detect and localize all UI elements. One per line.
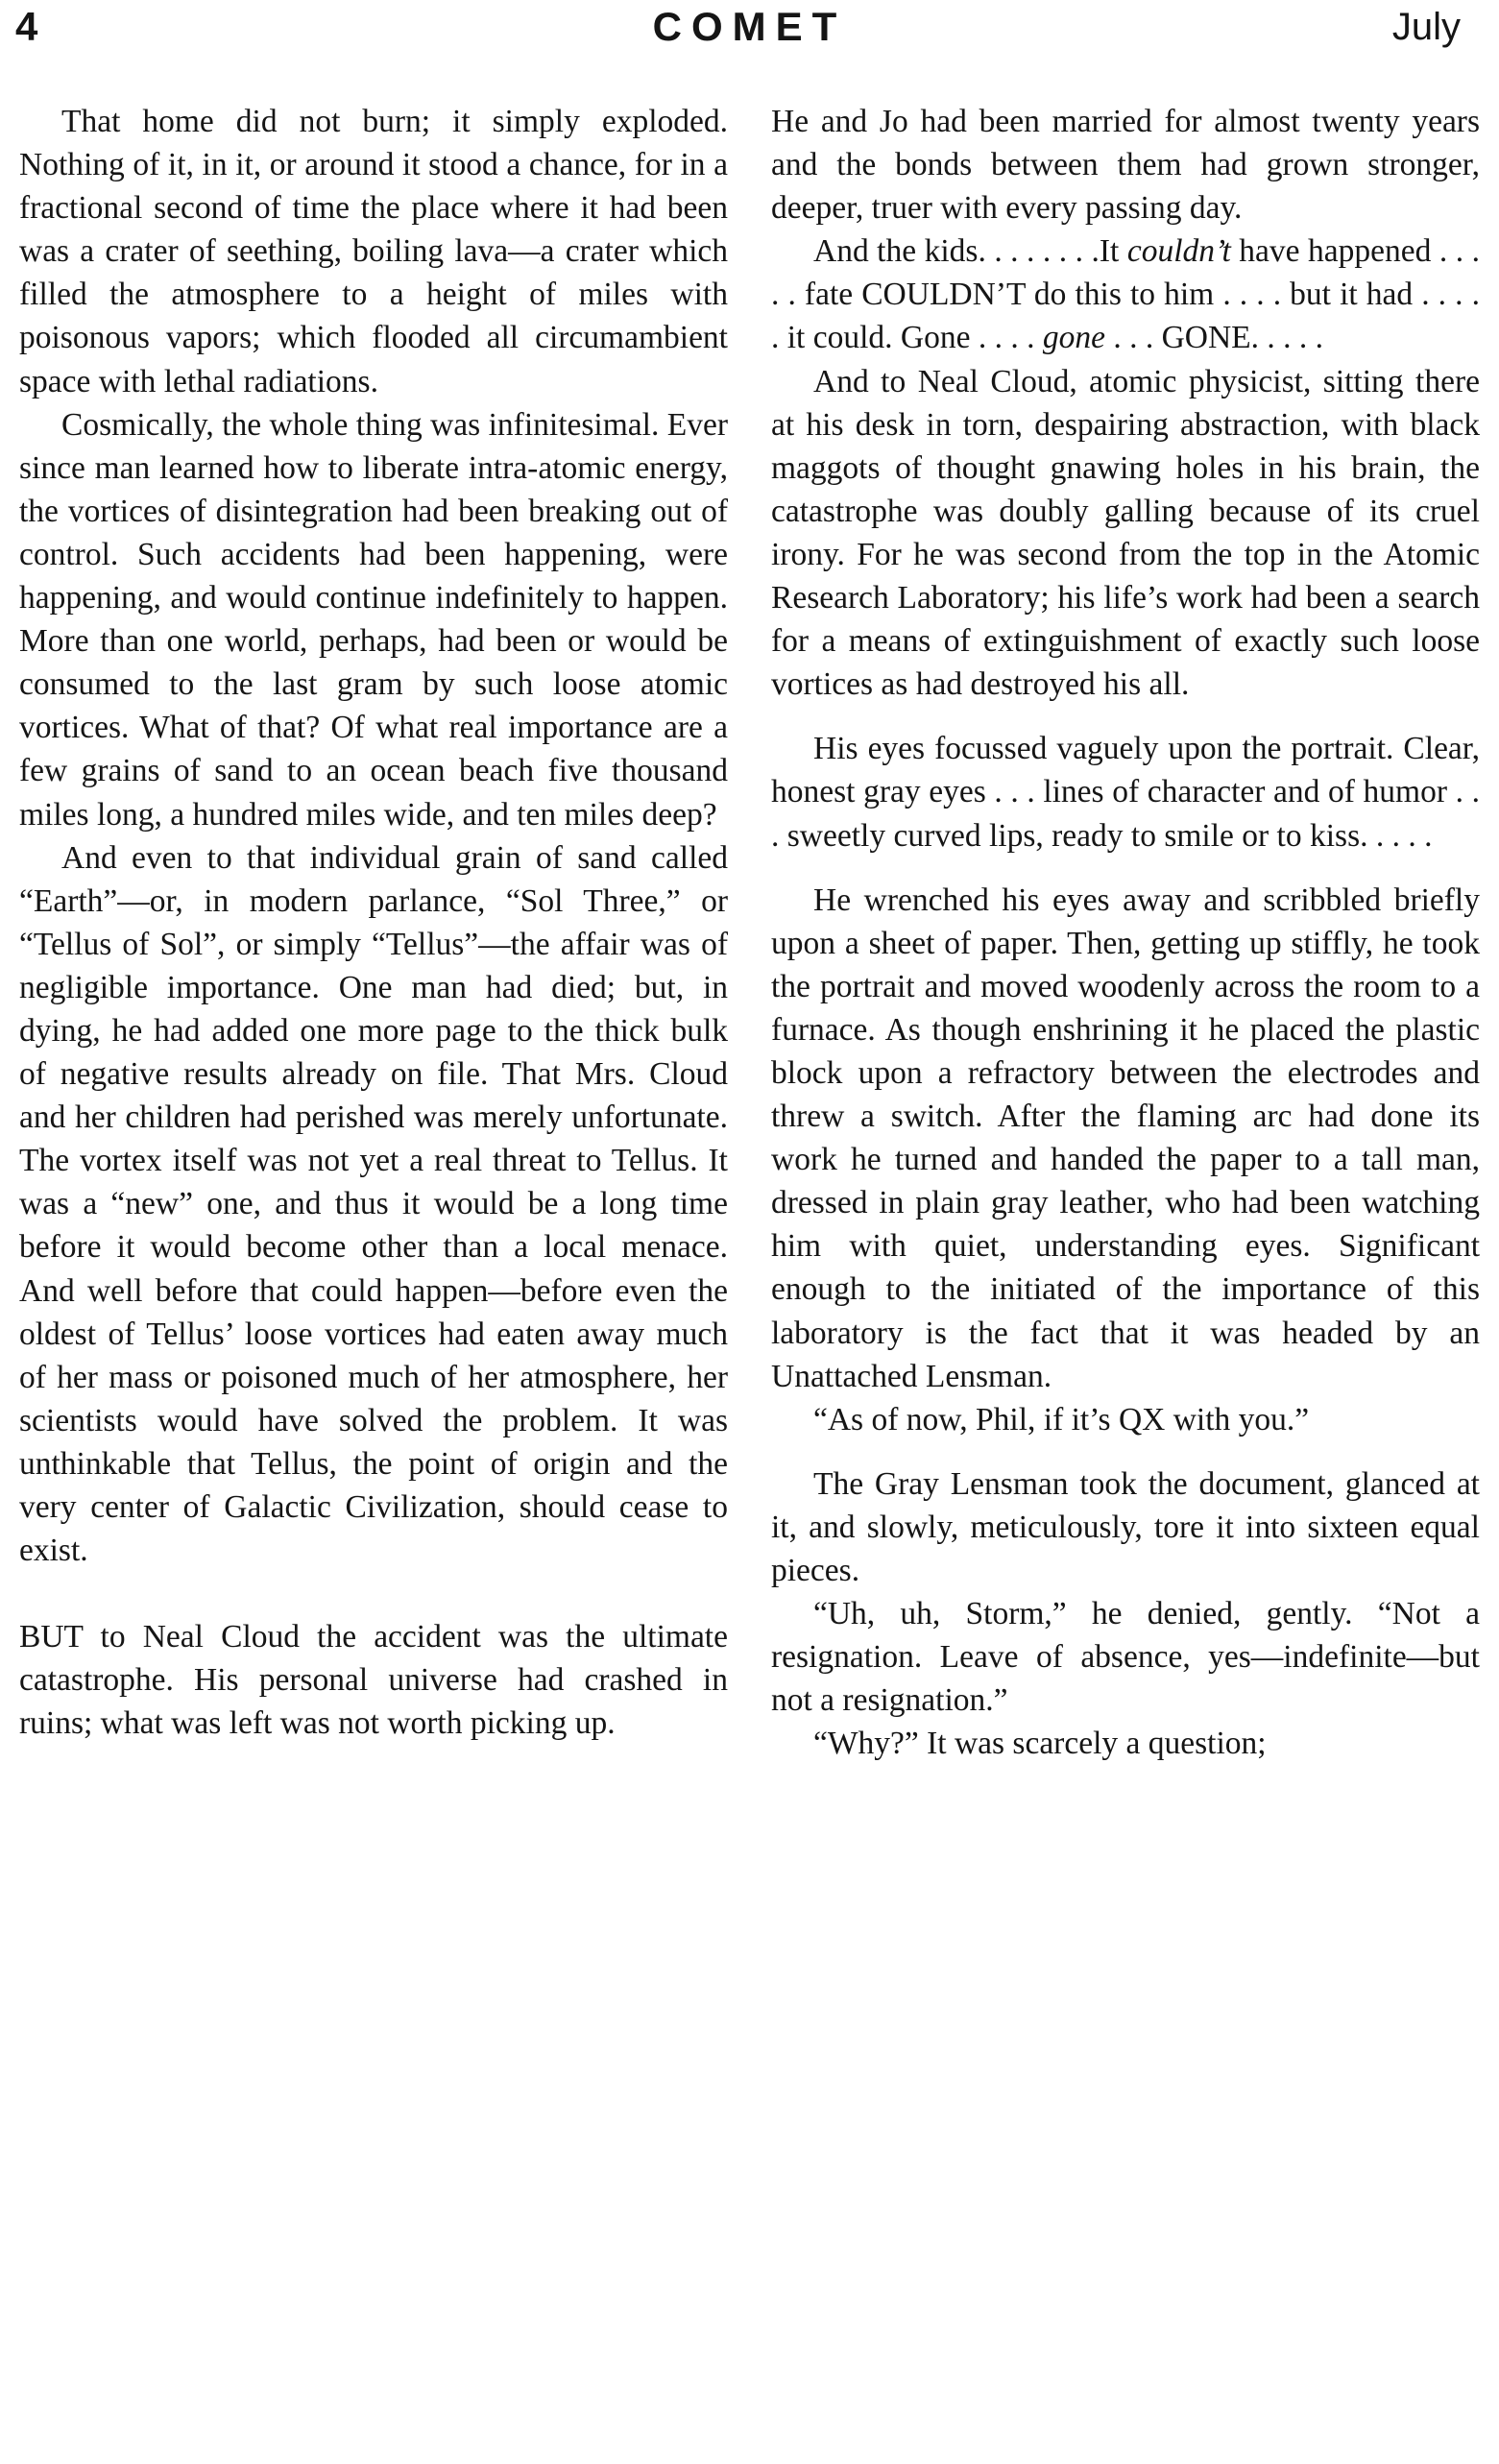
right-paragraph-4: He wrenched his eyes away and scribbled briefly upon a sheet of paper. Then, getting up stiffly, he took the portrait and moved woodenly across the room to a furnace. As though enshrining it he placed the plastic block upon a refractory between the electrodes and threw a switch. After the flaming arc had done its work he turned and handed the paper to a tall man, dressed in plain gray leather, who had been watching him with quiet, understanding eyes. Significant enough to the initiated of the importance of this laboratory is the fact that it was headed by an Unattached Lensman. <box>771 882 1480 1394</box>
right-paragraph-1b <box>771 229 1480 359</box>
magazine-title: COMET <box>652 4 847 49</box>
right-paragraph-1: He and Jo had been married for almost twenty years and the bonds between them had grown stronger, deeper, truer with every passing day. <box>771 104 1480 227</box>
issue-month: July <box>1391 6 1461 48</box>
right-paragraph-1b-middle: have happened . . . . . fate COULDN’T do this to him . . . . but it had . . . . . it could. Gone . . . . <box>771 233 1480 356</box>
page-header <box>0 0 1499 67</box>
left-paragraph-1: That home did not burn; it simply exploded. Nothing of it, in it, or around it stood a chance, for in a fractional second of time the place where it had been was a crater of seething, boiling lava—a crater which filled the atmosphere to a height of miles with poisonous vapors; which flooded all circumambient space with lethal radiations. <box>19 104 728 399</box>
right-paragraph-1b-emphasis: couldn’t <box>1126 233 1231 270</box>
left-paragraph-2: Cosmically, the whole thing was infinitesimal. Ever since man learned how to liberate intra-atomic energy, the vortices of disintegration had been breaking out of control. Such accidents had been happening, were happening, and would continue indefinitely to happen. More than one world, perhaps, had been or would be consumed to the last gram by such loose atomic vortices. What of that? Of what real importance are a few grains of sand to an ocean beach five thousand miles long, a hundred miles wide, and ten miles deep? <box>19 406 728 833</box>
left-column <box>19 100 728 1745</box>
right-paragraph-1b-end: . . . GONE. . . . . <box>1104 320 1324 356</box>
right-paragraph-3: His eyes focussed vaguely upon the portrait. Clear, honest gray eyes . . . lines of character and of humor . . . sweetly curved lips, ready to smile or to kiss. . . . . <box>771 731 1480 854</box>
right-paragraph-5: “As of now, Phil, if it’s QX with you.” <box>813 1401 1310 1437</box>
right-paragraph-2: And to Neal Cloud, atomic physicist, sitting there at his desk in torn, despairing abstraction, with black maggots of thought gnawing holes in his brain, the catastrophe was doubly galling because of its cruel irony. For he was second from the top in the Atomic Research Laboratory; his life’s work had been a search for a means of extinguishment of exactly such loose vortices as had destroyed his all. <box>771 363 1480 703</box>
page-number: 4 <box>15 4 38 49</box>
right-paragraph-1b-prefix: And the kids. . . . . . . .It <box>813 233 1127 270</box>
right-paragraph-7: “Uh, uh, Storm,” he denied, gently. “Not a resignation. Leave of absence, yes—indefinite—but not a resignation.” <box>771 1596 1480 1719</box>
right-paragraph-8: “Why?” It was scarcely a question; <box>813 1726 1267 1762</box>
right-paragraph-6: The Gray Lensman took the document, glanced at it, and slowly, meticulously, tore it into sixteen equal pieces. <box>771 1465 1480 1588</box>
right-paragraph-1b-emphasis-2: gone <box>1042 320 1105 356</box>
left-paragraph-4: BUT to Neal Cloud the accident was the ultimate catastrophe. His personal universe had crashed in ruins; what was left was not worth picking up. <box>19 1619 728 1742</box>
right-column <box>771 100 1480 1765</box>
left-paragraph-3: And even to that individual grain of sand called “Earth”—or, in modern parlance, “Sol Three,” or “Tellus of Sol”, or simply “Tellus”—the affair was of negligible importance. One man had died; but, in dying, he had added one more page to the thick bulk of negative results already on file. That Mrs. Cloud and her children had perished was merely unfortunate. The vortex itself was not yet a real threat to Tellus. It was a “new” one, and thus it would be a long time before it would become other than a local menace. And well before that could happen—before even the oldest of Tellus’ loose vortices had eaten away much of her mass or poisoned much of her atmosphere, her scientists would have solved the problem. It was unthinkable that Tellus, the point of origin and the very center of Galactic Civilization, should cease to exist. <box>19 839 728 1569</box>
